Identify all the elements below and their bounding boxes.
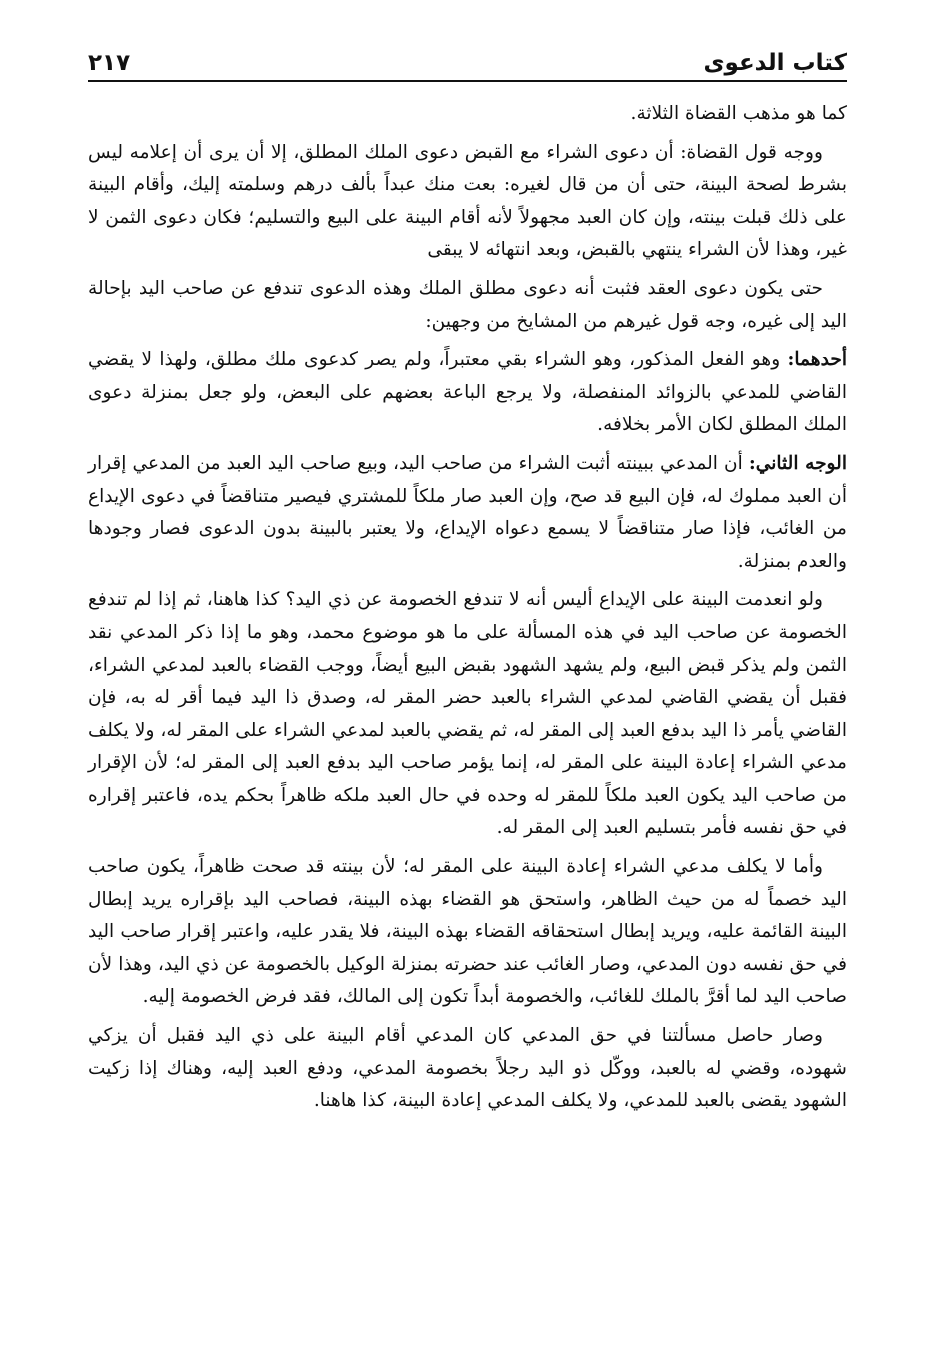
paragraph-text: وصار حاصل مسألتنا في حق المدعي كان المدعي أقام البينة على ذي اليد فقبل أن يزكي شهوده، وقضي له بالعبد، ووكّل ذو اليد رجلاً بخصومة المدعي، ودفع العبد إليه، وهناك إذا زكيت الشهود يقضى بالعبد للمدعي، ولا يكلف المدعي إعادة البينة، كذا هاهنا.: [88, 1025, 847, 1112]
paragraph: [88, 1020, 847, 1118]
body-text: [88, 98, 847, 1118]
paragraph-text: أن المدعي ببينته أثبت الشراء من صاحب اليد، وبيع صاحب اليد العبد من المدعي إقرار أن العبد مملوك له، فإن البيع قد صح، وإن العبد صار ملكاً للمشتري فيصير متناقضاً في دعوى الإيداع من الغائب، فإذا صار متناقضاً لا يسمع دعواه الإيداع، ولا يعتبر بالبينة بدون الدعوى فصار وجودها والعدم بمنزلة.: [88, 452, 847, 572]
paragraph-lead: أحدهما:: [787, 349, 847, 371]
paragraph-text: كما هو مذهب القضاة الثلاثة.: [630, 103, 847, 124]
paragraph-text: ولو انعدمت البينة على الإيداع أليس أنه لا تندفع الخصومة عن ذي اليد؟ كذا هاهنا، ثم إذا لم تندفع الخصومة عن صاحب اليد في هذه المسألة على ما هو موضوع محمد، وهو ما إذا ذكر المدعي نقد الثمن ولم يذكر قبض البيع، ولم يشهد الشهود بقبض البيع أيضاً، ووجب القضاء بالعبد لمدعي الشراء، فقبل أن يقضي القاضي لمدعي الشراء بالعبد حضر المقر له، وصدق ذا اليد فيما أقر له به، فإن القاضي يأمر ذا اليد بدفع العبد إلى المقر له، ثم يقضي بالعبد لمدعي الشراء على المقر له، ولا يكلف مدعي الشراء إعادة البينة على المقر له، إنما يؤمر صاحب اليد بدفع العبد إلى المقر له؛ لأن الإقرار من صاحب اليد يكون العبد ملكاً للمقر له وحده في حال العبد ملكه ظاهراً بحكم يده، فاعتبر إقراره في حق نفسه فأمر بتسليم العبد إلى المقر له.: [88, 589, 847, 839]
paragraph: [88, 584, 847, 845]
paragraph-text: حتى يكون دعوى العقد فثبت أنه دعوى مطلق الملك وهذه الدعوى تندفع عن صاحب اليد بإحالة اليد إلى غيره، وجه قول غيرهم من المشايخ من وجهين:: [88, 277, 847, 332]
paragraph-text: وأما لا يكلف مدعي الشراء إعادة البينة على المقر له؛ لأن بينته قد صحت ظاهراً، يكون صاحب اليد خصماً له من حيث الظاهر، واستحق هو القضاء بهذه البينة، فصاحب اليد بإقراره يريد إبطال البينة القائمة عليه، ويريد إبطال استحقاقه القضاء بهذه البينة، فلا يقدر عليه، واعتبر إقرار صاحب اليد في حق نفسه دون المدعي، وصار الغائب عند حضرته بمنزلة الوكيل بالخصومة عن ذي اليد، وهذا لأن صاحب اليد لما أقرَّ بالملك للغائب، والخصومة أبداً تكون إلى المالك، فقد فرض الخصومة إليه.: [88, 856, 847, 1008]
page-header: [88, 36, 847, 82]
page-number: ٢١٧: [88, 50, 131, 76]
paragraph-text: وهو الفعل المذكور، وهو الشراء بقي معتبراً، ولم يصر كدعوى ملك مطلق، ولهذا لا يقضي القاضي للمدعي بالزوائد المنفصلة، ولا يرجع الباعة بعضهم على البعض، ولو جعل بمنزلة دعوى الملك المطلق لكان الأمر بخلافه.: [88, 349, 847, 436]
paragraph: [88, 273, 847, 338]
paragraph-lead: الوجه الثاني:: [748, 452, 847, 474]
paragraph-text: ووجه قول القضاة: أن دعوى الشراء مع القبض دعوى الملك المطلق، إلا أن يرى أن إعلامه ليس بشرط لصحة البينة، حتى أن من قال لغيره: بعت منك عبداً بألف درهم وسلمته إليك، وأقام البينة على ذلك قبلت بينته، وإن كان العبد مجهولاً لأنه أقام البينة على البيع والتسليم؛ فكان دعوى الثمن لا غير، وهذا لأن الشراء ينتهي بالقبض، وبعد انتهائه لا يبقى: [88, 141, 847, 261]
paragraph: [88, 344, 847, 442]
paragraph: [88, 851, 847, 1014]
paragraph: [88, 98, 847, 131]
paragraph: [88, 137, 847, 267]
chapter-title: كتاب الدعوى: [703, 50, 847, 76]
paragraph: [88, 448, 847, 578]
